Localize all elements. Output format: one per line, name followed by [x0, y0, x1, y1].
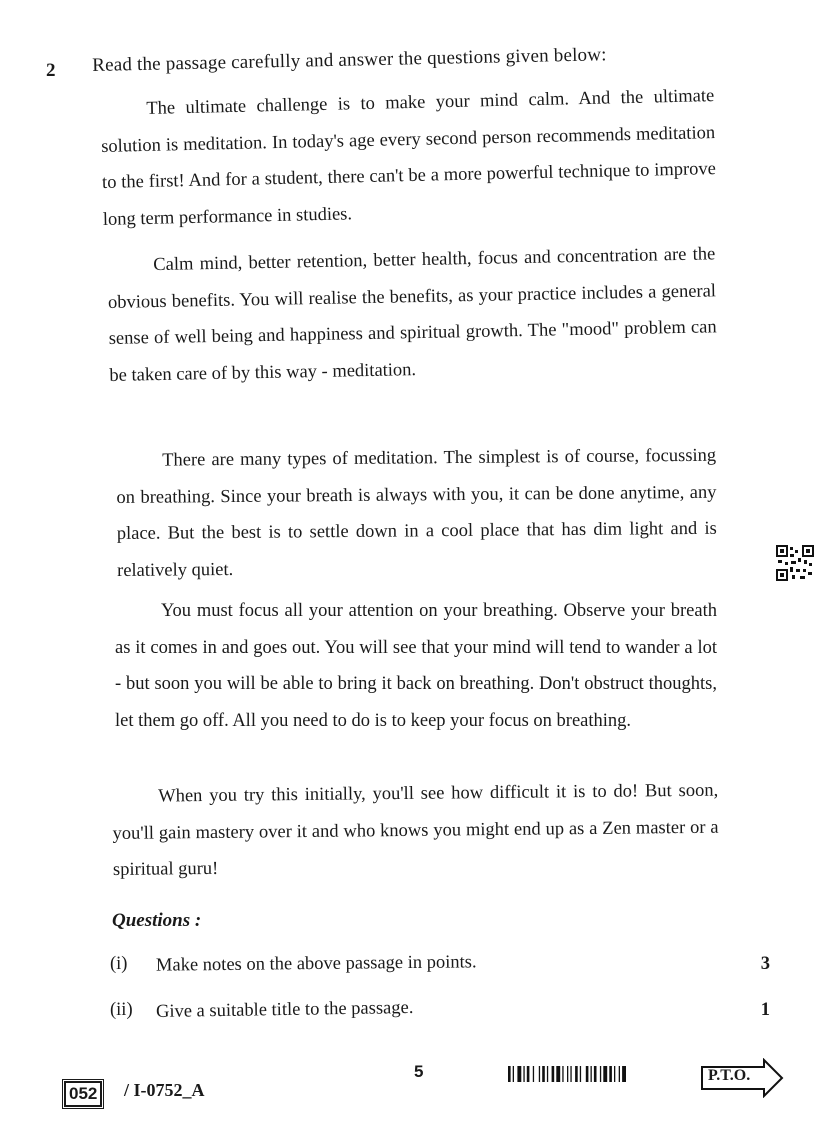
passage-paragraph-1: [100, 78, 717, 238]
question-item-1: [110, 954, 770, 975]
question-item-2-numeral: (ii): [110, 1000, 133, 1020]
qr-code-icon: [776, 545, 814, 581]
paper-code-box: 052: [64, 1081, 102, 1107]
question-item-2-marks: 1: [760, 1000, 770, 1020]
question-item-2: [110, 997, 770, 1023]
passage-paragraph-5-text: When you try this initially, you'll see how difficult it is to do! But soon, you'll gain mastery over it and who knows you might end up as a Zen master or a spiritual guru!: [112, 780, 719, 880]
paper-code: / I-0752_A: [124, 1080, 205, 1100]
passage-paragraph-4: [115, 593, 717, 739]
page-number: 5: [414, 1062, 424, 1081]
question-item-1-numeral: (i): [110, 954, 128, 974]
questions-heading: Questions :: [112, 910, 202, 931]
passage-paragraph-2-text: Calm mind, better retention, better health, focus and concentration are the obvious benefits. You will realise the benefits, as your practice includes a general sense of well being and happiness and spiritual growth. The "mood" problem can be taken care of by this way - meditation.: [107, 244, 717, 386]
pto-label: P.T.O.: [708, 1067, 751, 1084]
question-item-1-text: Make notes on the above passage in points.: [155, 952, 477, 976]
passage-paragraph-5: [112, 773, 719, 889]
passage-paragraph-3-text: There are many types of meditation. The simplest is of course, focussing on breathing. Since your breath is always with you, it can be done anytime, any place. But the best is to settle down in a cool place that has dim light and is relatively quiet.: [116, 445, 717, 581]
passage-paragraph-2: [107, 236, 718, 394]
question-item-1-marks: 3: [760, 954, 770, 974]
barcode-icon: [508, 1066, 684, 1082]
question-instruction: Read the passage carefully and answer the questions given below:: [92, 44, 607, 76]
passage-paragraph-3: [116, 438, 717, 589]
passage-paragraph-4-text: You must focus all your attention on your breathing. Observe your breath as it comes in and goes out. You will see that your mind will tend to wander a lot - but soon you will be able to bring it back on breathing. Don't obstruct thoughts, let them go off. All you need to do is to keep your focus on breathing.: [115, 601, 717, 731]
question-number: 2: [46, 60, 56, 81]
question-item-2-text: Give a suitable title to the passage.: [155, 997, 414, 1023]
passage-paragraph-1-text: The ultimate challenge is to make your mind calm. And the ultimate solution is meditation. In today's age every second person recommends meditation to the first! And for a student, there can't be a more powerful technique to improve long term performance in studies.: [101, 86, 717, 230]
